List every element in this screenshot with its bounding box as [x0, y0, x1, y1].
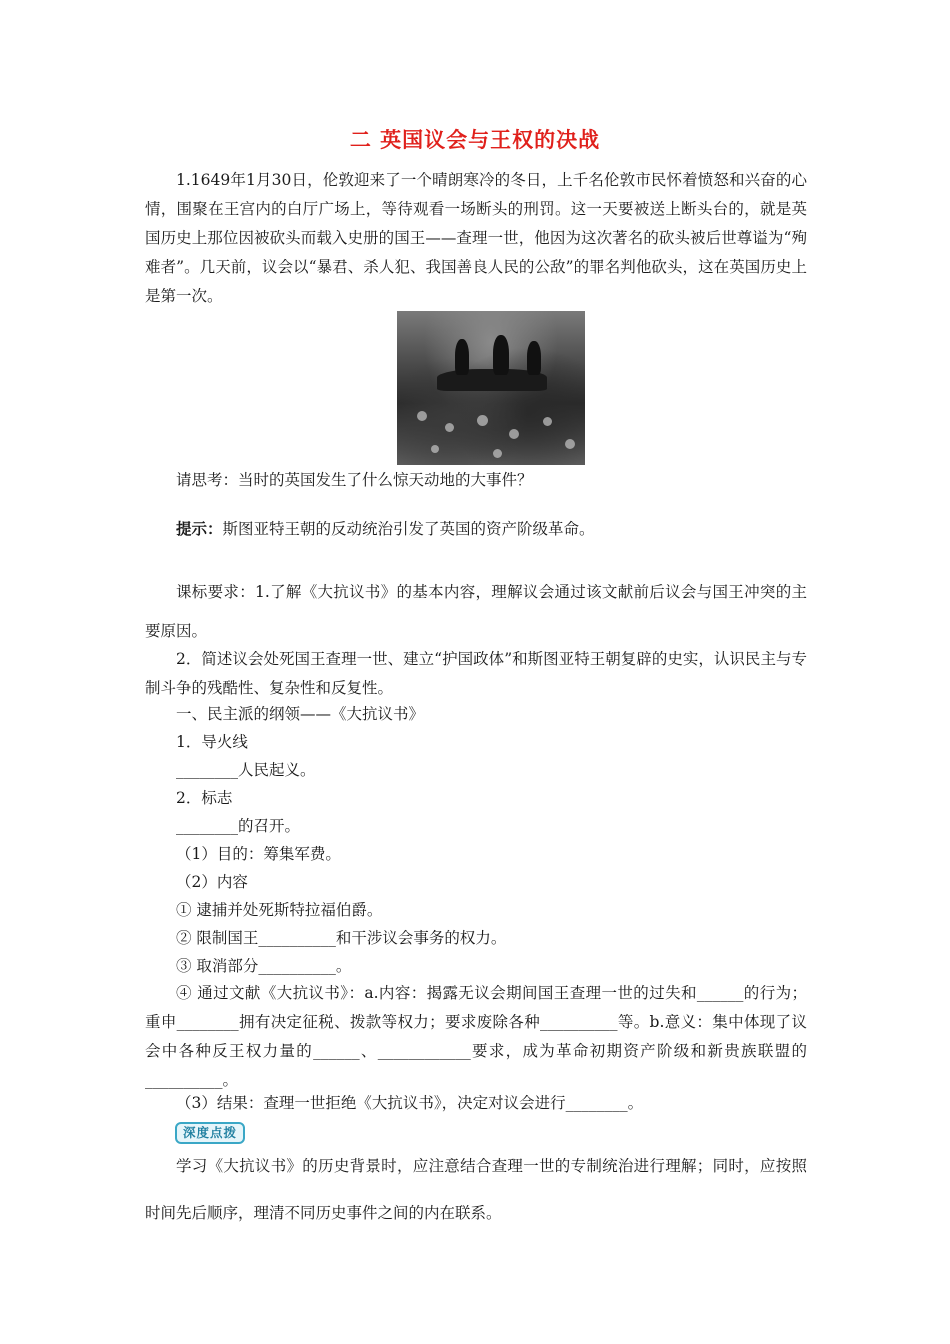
deep-tip-paragraph: 学习《大抗议书》的历史背景时，应注意结合查理一世的专制统治进行理解；同时，应按照时间先后顺序，理清不同历史事件之间的内在联系。	[145, 1157, 807, 1222]
crowd-shape	[431, 445, 439, 453]
figure-shape	[493, 335, 509, 375]
item-fuse-blank: ________人民起义。	[176, 761, 316, 779]
hint-line	[176, 518, 595, 540]
section-heading: 一、民主派的纲领——《大抗议书》	[176, 705, 425, 723]
crowd-shape	[565, 439, 575, 449]
crowd-shape	[417, 411, 427, 421]
curriculum-requirement-1: 课标要求：1.了解《大抗议书》的基本内容，理解议会通过该文献前后议会与国王冲突的主要原因。	[145, 583, 807, 640]
content-point-1: ① 逮捕并处死斯特拉福伯爵。	[176, 901, 383, 919]
item-fuse: 1．导火线	[176, 733, 248, 751]
execution-illustration	[397, 311, 585, 465]
item-result: （3）结果：查理一世拒绝《大抗议书》，决定对议会进行________。	[176, 1094, 644, 1112]
item-purpose: （1）目的：筹集军费。	[176, 845, 341, 863]
item-content: （2）内容	[176, 873, 248, 891]
deep-tip-badge: 深度点拨	[175, 1122, 245, 1144]
crowd-shape	[509, 429, 519, 439]
figure-shape	[527, 341, 541, 375]
intro-paragraph: 1.1649年1月30日，伦敦迎来了一个晴朗寒冷的冬日，上千名伦敦市民怀着愤怒和兴奋的心情，围聚在王宫内的白厅广场上，等待观看一场断头的刑罚。这一天要被送上断头台的，就是英国历史上那位因被砍头而载入史册的国王——查理一世，他因为这次著名的砍头被后世尊谥为“殉难者”。几天前，议会以“暴君、杀人犯、我国善良人民的公敌”的罪名判他砍头，这在英国历史上是第一次。	[145, 171, 807, 305]
crowd-shape	[493, 449, 502, 458]
item-sign-blank: ________的召开。	[176, 817, 301, 835]
item-sign: 2．标志	[176, 789, 233, 807]
crowd-shape	[477, 415, 488, 426]
content-point-3: ③ 取消部分__________。	[176, 957, 352, 975]
think-question: 请思考：当时的英国发生了什么惊天动地的大事件？	[176, 471, 533, 489]
curriculum-requirement-2: 2．简述议会处死国王查理一世、建立“护国政体”和斯图亚特王朝复辟的史实，认识民主与专制斗争的残酷性、复杂性和反复性。	[145, 650, 807, 697]
crowd-shape	[543, 417, 552, 426]
crowd-shape	[445, 423, 454, 432]
page-title: 二 英国议会与王权的决战	[349, 128, 601, 152]
content-point-2: ② 限制国王__________和干涉议会事务的权力。	[176, 929, 507, 947]
figure-shape	[455, 339, 469, 375]
content-point-4: ④ 通过文献《大抗议书》：a.内容：揭露无议会期间国王查理一世的过失和______的行为；重申________拥有决定征税、拨款等权力；要求废除各种__________等。b.意义：集中体现了议会中各种反王权力量的______、____________要求，成为革命初期资产阶级和新贵族联盟的__________。	[145, 984, 807, 1089]
hint-text: 斯图亚特王朝的反动统治引发了英国的资产阶级革命。	[222, 520, 595, 538]
hint-label: 提示：	[176, 520, 223, 538]
